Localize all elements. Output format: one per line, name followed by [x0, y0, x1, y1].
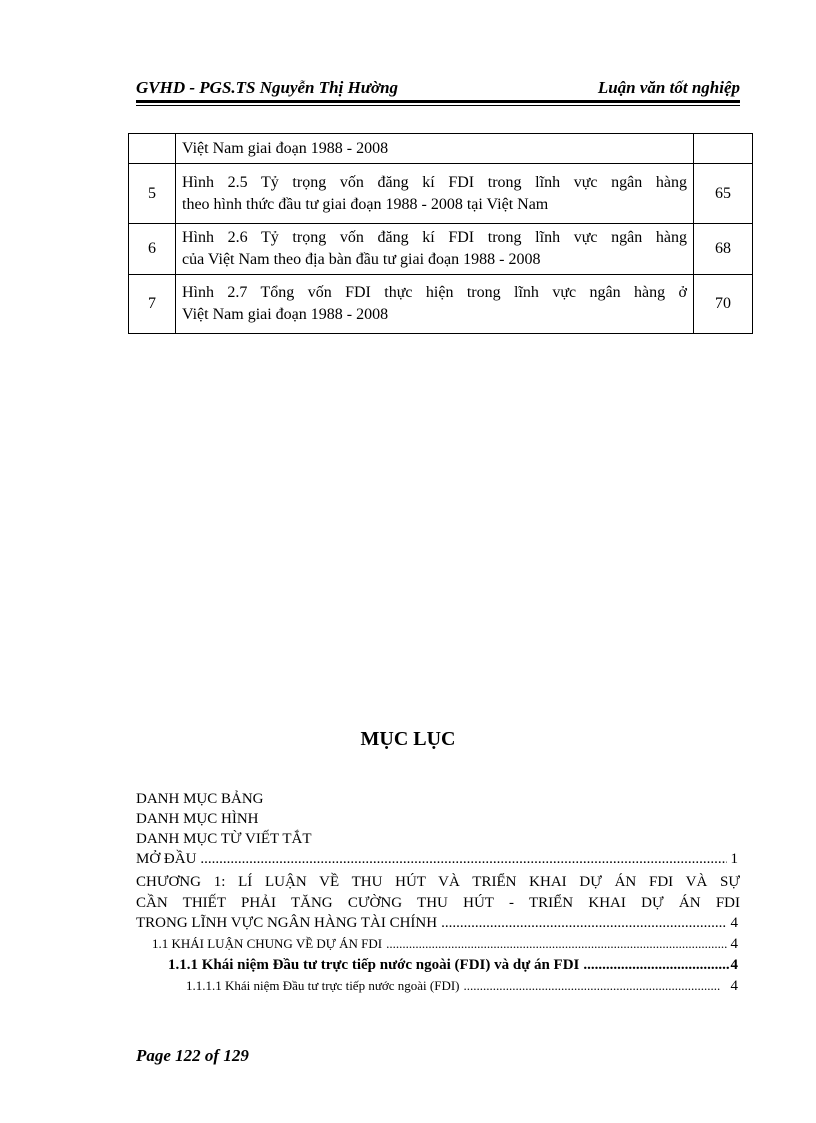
row-title [176, 224, 694, 275]
row-page: 68 [694, 224, 753, 275]
page-footer: Page 122 of 129 [136, 1046, 249, 1065]
row-title-line: của Việt Nam theo địa bàn đầu tư giai đoạn 1988 - 2008 [182, 251, 541, 268]
toc-leader-dots [464, 975, 721, 997]
toc-entry-1-1[interactable] [152, 933, 740, 955]
row-number: 5 [129, 164, 176, 224]
toc-entry-page: 4 [730, 936, 738, 952]
toc-entry-1-1-1-1[interactable] [186, 975, 740, 997]
toc-entry-figures[interactable]: DANH MỤC HÌNH [136, 811, 259, 827]
row-number [129, 134, 176, 164]
toc-entry-chapter1-line2[interactable]: CẦN THIẾT PHẢI TĂNG CƯỜNG THU HÚT - TRIỂN KHAI DỰ ÁN FDI [136, 895, 740, 911]
toc-heading: MỤC LỤC [360, 728, 456, 750]
table-row [129, 164, 753, 224]
row-page: 70 [694, 275, 753, 334]
row-title-line: Hình 2.5 Tỷ trọng vốn đăng kí FDI trong lĩnh vực ngân hàng [182, 173, 687, 191]
toc-entry-page: 1 [730, 851, 738, 867]
row-title [176, 164, 694, 224]
header-doc-type: Luận văn tốt nghiệp [597, 78, 740, 97]
row-title-line: Hình 2.6 Tỷ trọng vốn đăng kí FDI trong lĩnh vực ngân hàng [182, 229, 687, 246]
toc-entry-page: 4 [730, 915, 738, 931]
row-title-line: theo hình thức đầu tư giai đoạn 1988 - 2008 tại Việt Nam [182, 195, 549, 213]
toc-entry-page: 4 [730, 978, 738, 994]
header-rule-thin [136, 105, 740, 106]
row-title [176, 134, 694, 164]
table-row [129, 275, 753, 334]
toc-entry-label: TRONG LĨNH VỰC NGÂN HÀNG TÀI CHÍNH [136, 915, 438, 931]
toc-entry-label: 1.1.1.1 Khái niệm Đầu tư trực tiếp nước ngoài (FDI) [186, 978, 460, 993]
toc-entry-tables[interactable]: DANH MỤC BẢNG [136, 791, 264, 807]
header-supervisor: GVHD - PGS.TS Nguyễn Thị Hường [136, 78, 399, 97]
row-title-line: Việt Nam giai đoạn 1988 - 2008 [182, 306, 389, 323]
row-title-line: Việt Nam giai đoạn 1988 - 2008 [182, 139, 389, 157]
toc-leader-dots [583, 954, 728, 976]
toc-entry-label: 1.1 KHÁI LUẬN CHUNG VỀ DỰ ÁN FDI [152, 936, 383, 951]
toc-entry-introduction[interactable] [136, 848, 740, 870]
row-title-line: Hình 2.7 Tổng vốn FDI thực hiện trong lĩnh vực ngân hàng ở [182, 284, 687, 301]
toc-entry-abbreviations[interactable]: DANH MỤC TỪ VIẾT TẮT [136, 831, 312, 847]
header-rule-thick [136, 100, 740, 103]
row-number: 7 [129, 275, 176, 334]
table-row [129, 134, 753, 164]
page-header [136, 76, 740, 100]
row-page [694, 134, 753, 164]
toc-entry-label: 1.1.1 Khái niệm Đầu tư trực tiếp nước ngoài (FDI) và dự án FDI [168, 957, 580, 973]
figures-table [128, 133, 753, 334]
toc-entry-label: MỞ ĐẦU [136, 851, 197, 867]
toc-entry-1-1-1[interactable] [168, 954, 740, 976]
table-row [129, 224, 753, 275]
toc-entry-chapter1-line1[interactable]: CHƯƠNG 1: LÍ LUẬN VỀ THU HÚT VÀ TRIỂN KHAI DỰ ÁN FDI VÀ SỰ [136, 874, 740, 890]
row-page: 65 [694, 164, 753, 224]
toc-entry-page: 4 [730, 957, 738, 973]
toc-entry-chapter1[interactable] [136, 912, 740, 934]
toc-leader-dots [386, 933, 726, 955]
toc-leader-dots [200, 848, 726, 870]
row-number: 6 [129, 224, 176, 275]
toc-leader-dots [441, 912, 726, 934]
row-title [176, 275, 694, 334]
